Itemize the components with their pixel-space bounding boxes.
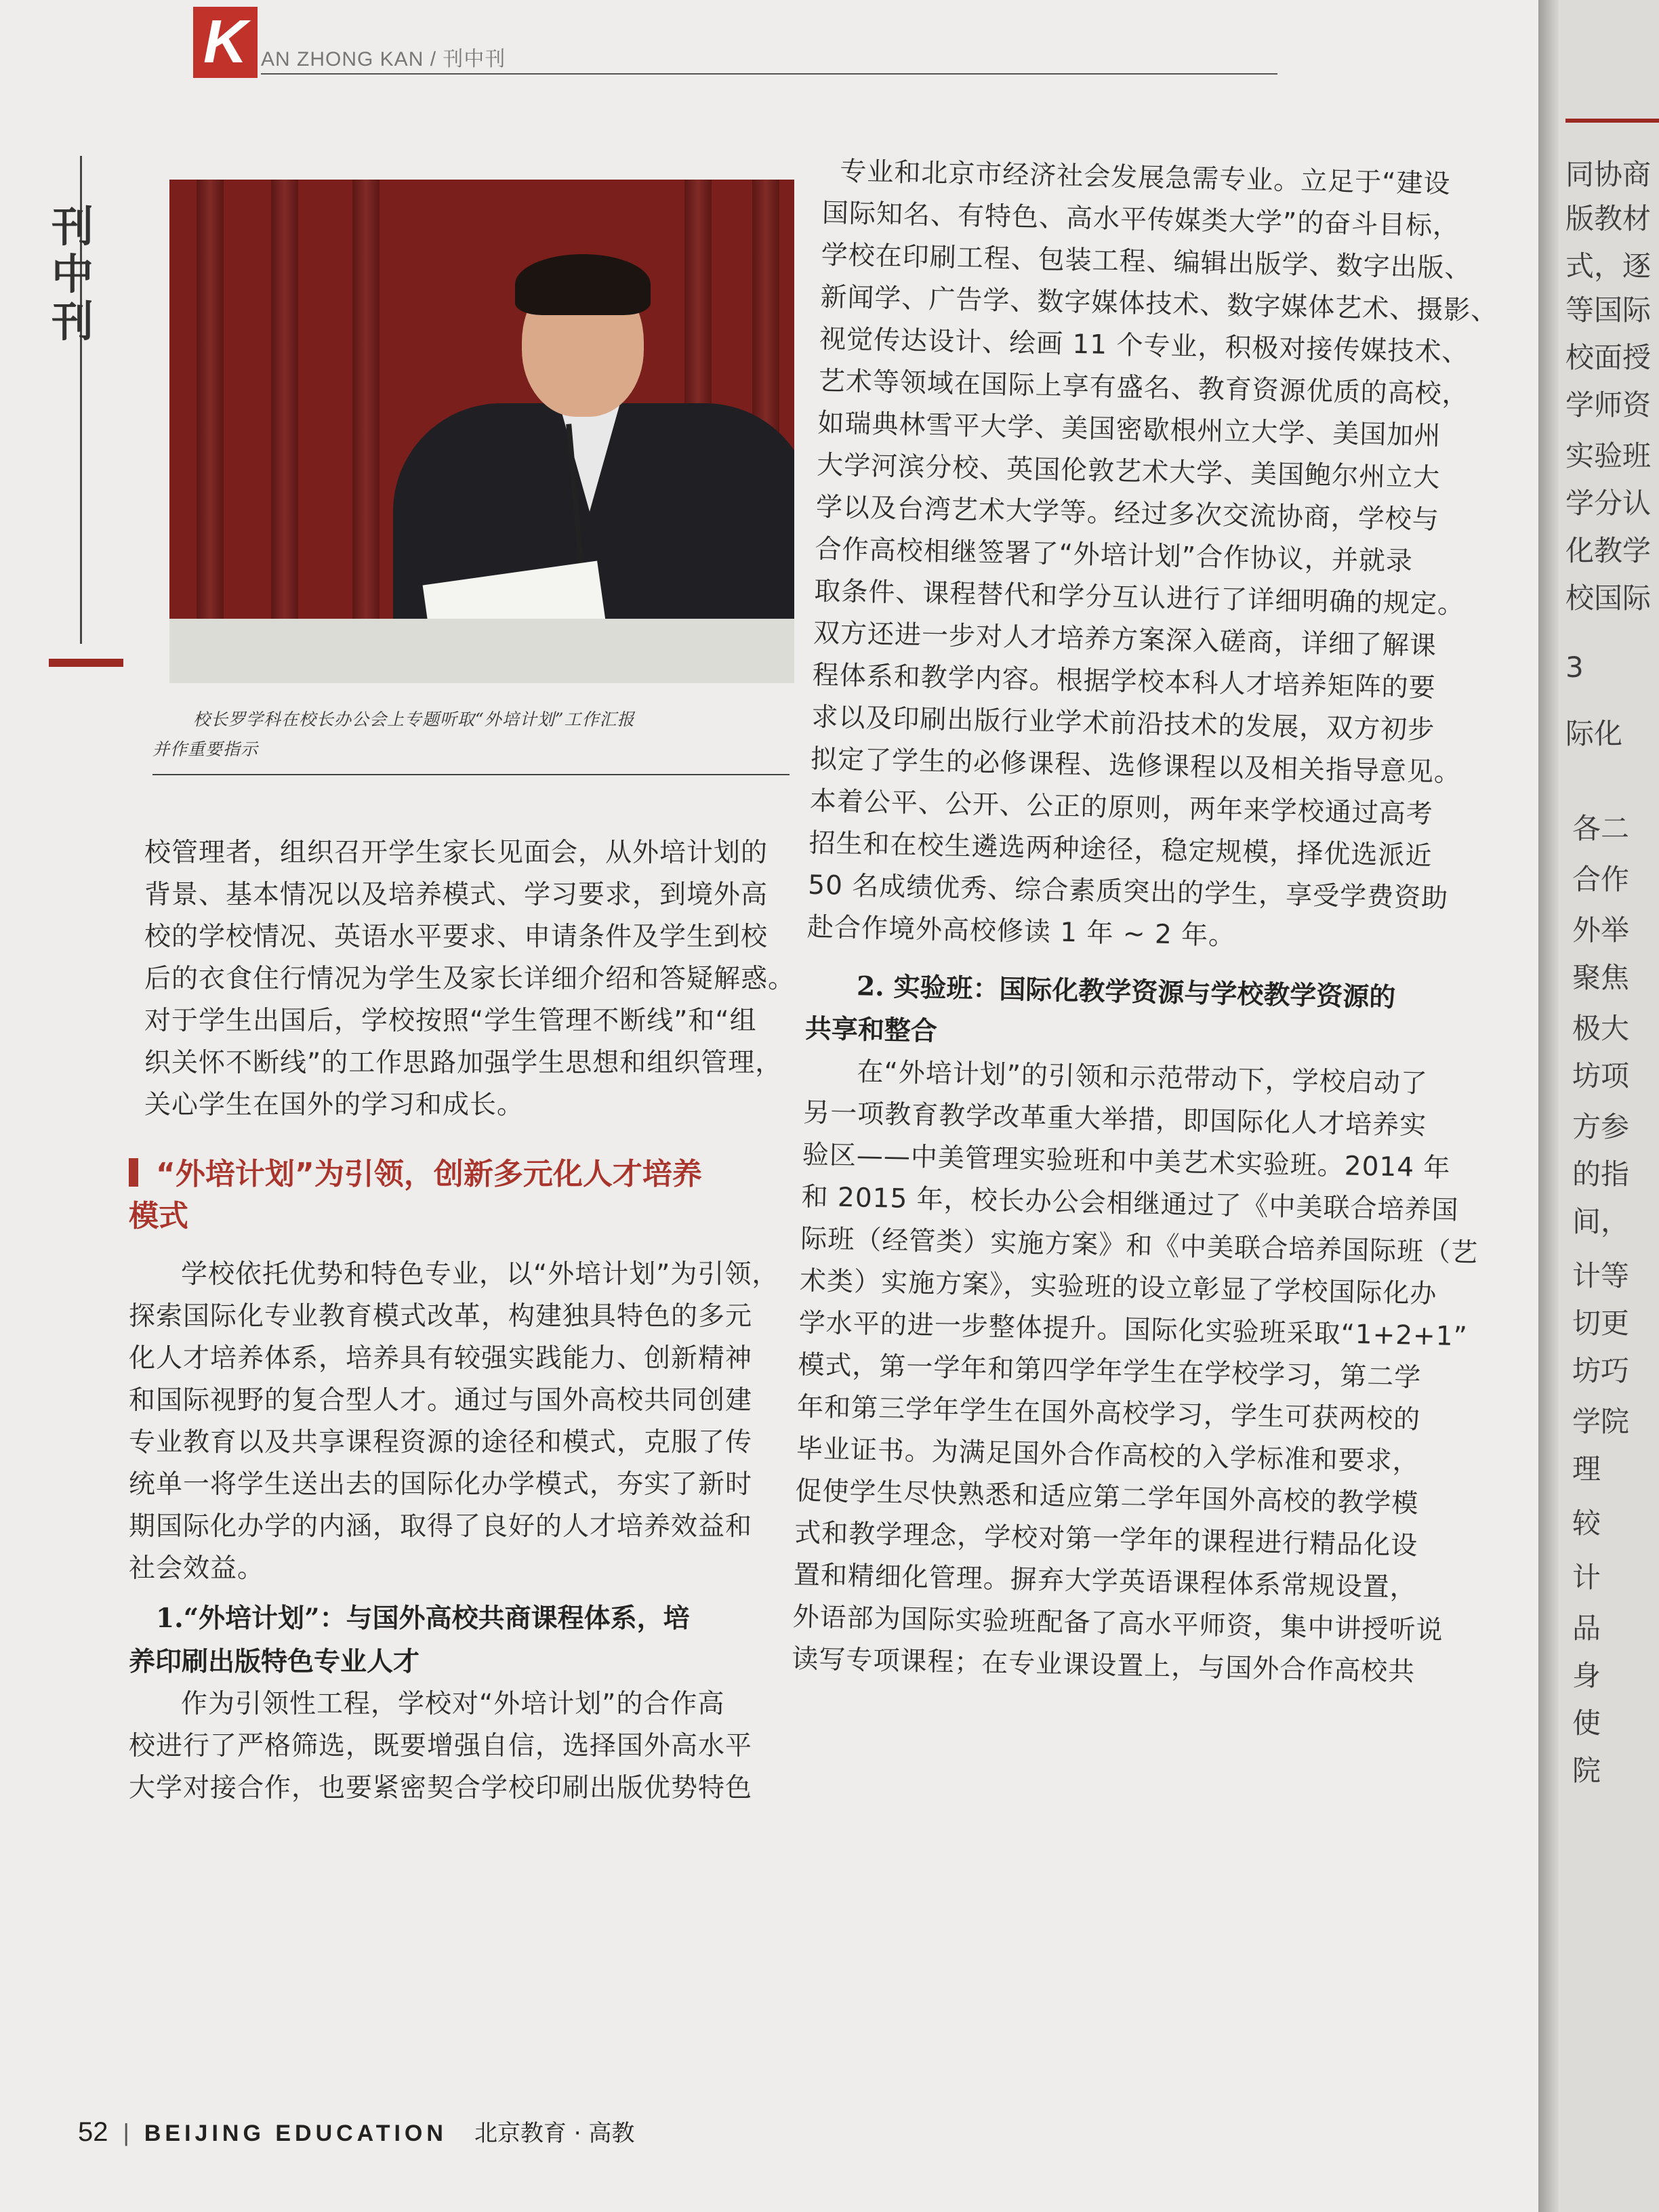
left-column [91,832,803,1809]
body-line: 学以及台湾艺术大学等。经过多次交流协商，学校与 [815,491,1440,536]
section-logo: K [193,7,258,78]
header-rule [261,73,1277,75]
facing-page-fragment: 外举 [1572,914,1630,947]
facing-page-fragment: 聚焦 [1572,961,1630,994]
body-line: 学校依托优势和特色专业，以“外培计划”为引领， [181,1259,779,1290]
facing-page-edge [1538,0,1659,2212]
body-line: 学校在印刷工程、包装工程、编辑出版学、数字出版、 [821,239,1473,285]
body-line: 艺术等领域在国际上享有盛名、教育资源优质的高校， [818,365,1470,411]
body-line: 双方还进一步对人才培养方案深入磋商，详细了解课 [813,617,1437,662]
page-number: 52 [78,2117,108,2147]
sub-heading-line: 1.“外培计划”：与国外高校共商课程体系，培 [156,1603,690,1634]
body-line: 后的衣食住行情况为学生及家长详细介绍和答疑解惑。 [144,964,796,994]
facing-page-fragment: 使 [1572,1706,1601,1740]
body-line: 统单一将学生送出去的国际化办学模式，夯实了新时 [129,1469,753,1500]
page-footer [78,2114,891,2155]
body-line: 国际知名、有特色、高水平传媒类大学”的奋斗目标， [821,197,1460,242]
facing-page-fragment: 切更 [1572,1307,1630,1340]
body-line: 外语部为国际实验班配备了高水平师资，集中讲授听说 [792,1601,1443,1646]
body-line: 社会效益。 [129,1553,265,1584]
facing-page-fragment: 坊项 [1572,1059,1630,1092]
section-name [261,42,506,72]
facing-page-fragment: 实验班 [1565,439,1652,472]
page-header [193,0,1345,81]
facing-page-red-rule [1565,119,1659,123]
facing-page-fragment: 3 [1565,651,1584,684]
caption-rule [152,774,790,775]
body-line: 大学对接合作，也要紧密契合学校印刷出版优势特色 [129,1773,753,1803]
facing-page-fragment: 各二 [1572,812,1630,845]
facing-page-fragment: 学分认 [1565,487,1652,520]
facing-page-fragment: 际化 [1565,717,1623,750]
body-line: 读写专项课程；在专业课设置上，与国外合作高校共 [791,1643,1416,1687]
caption-line: 并作重要指示 [152,739,259,759]
body-line: 作为引领性工程，学校对“外培计划”的合作高 [181,1689,725,1719]
body-line: 专业和北京市经济社会发展急需专业。立足于“建设 [839,156,1451,200]
facing-page-fragment: 较 [1572,1507,1601,1540]
section-name-en: AN ZHONG KAN [261,48,424,70]
side-column-label [49,203,96,346]
magazine-name-cn: 北京教育 · 高教 [474,2120,635,2147]
body-line: 学水平的进一步整体提升。国际化实验班采取“1+2+1” [798,1307,1469,1353]
facing-page-fragment: 校国际 [1565,581,1652,615]
facing-page-fragment: 版教材 [1565,202,1652,235]
body-line: 探索国际化专业教育模式改革，构建独具特色的多元 [129,1301,753,1332]
facing-page-fragment: 合作 [1572,863,1630,896]
body-line: 合作高校相继签署了“外培计划”合作协议，并就录 [815,533,1414,577]
body-line: 新闻学、广告学、数字媒体技术、数字媒体艺术、摄影、 [819,281,1498,327]
body-line: 置和精细化管理。摒弃大学英语课程体系常规设置， [793,1559,1418,1603]
body-line: 校的学校情况、英语水平要求、申请条件及学生到校 [144,922,769,952]
facing-page-fragment: 坊巧 [1572,1354,1630,1387]
page-gutter [1538,0,1559,2212]
body-line: 程体系和教学内容。根据学校本科人才培养矩阵的要 [812,659,1437,704]
facing-page-fragment: 学师资 [1565,388,1652,422]
body-line: 大学河滨分校、英国伦敦艺术大学、美国鲍尔州立大 [816,449,1441,494]
body-line: 和国际视野的复合型人才。通过与国外高校共同创建 [129,1385,753,1416]
facing-page-fragment: 计等 [1572,1259,1630,1292]
facing-page-fragment: 方参 [1572,1110,1630,1143]
body-line: 和 2015 年，校长办公会相继通过了《中美联合培养国 [801,1181,1459,1226]
body-line: 术类）实施方案》，实验班的设立彰显了学校国际化办 [799,1265,1437,1310]
body-line: 年和第三学年学生在国外高校学习，学生可获两校的 [796,1391,1421,1435]
body-line: 50 名成绩优秀、综合素质突出的学生，享受学费资助 [807,869,1449,914]
body-line: 促使学生尽快熟悉和适应第二学年国外高校的教学模 [795,1475,1419,1519]
curtain-fold [271,180,298,683]
curtain-fold [197,180,224,683]
body-line: 在“外培计划”的引领和示范带动下，学校启动了 [857,1057,1429,1099]
facing-page-fragment: 理 [1572,1452,1601,1486]
side-label-char: 刊 [51,297,94,346]
facing-page-fragment: 间， [1572,1205,1630,1238]
body-line: 招生和在校生遴选两种途径，稳定规模，择优选派近 [808,827,1433,872]
body-line: 校管理者，组织召开学生家长见面会，从外培计划的 [144,838,769,868]
section-heading-line: “外培计划”为引领，创新多元化人才培养 [156,1157,702,1191]
body-line: 关心学生在国外的学习和成长。 [144,1090,525,1120]
section-name-cn: / 刊中刊 [430,48,506,70]
facing-page-fragment: 极大 [1572,1012,1630,1045]
side-label-char: 刊 [51,202,94,251]
caption-line: 校长罗学科在校长办公会上专题听取“外培计划”工作汇报 [193,710,635,729]
body-line: 式和教学理念，学校对第一学年的课程进行精品化设 [794,1517,1418,1561]
body-line: 背景、基本情况以及培养模式、学习要求，到境外高 [144,880,769,910]
body-line: 毕业证书。为满足国外合作高校的入学标准和要求， [796,1433,1420,1477]
sub-heading-line: 2. 实验班：国际化教学资源与学校教学资源的 [856,970,1396,1013]
side-label-char: 中 [51,249,94,299]
body-line: 对于学生出国后，学校按照“学生管理不断线”和“组 [144,1006,757,1036]
body-line: 取条件、课程替代和学分互认进行了详细明确的规定。 [813,575,1465,620]
speaker-hair [515,254,651,315]
sub-heading-line: 养印刷出版特色专业人才 [129,1646,420,1677]
body-line: 本着公平、公开、公正的原则，两年来学校通过高考 [809,785,1434,830]
body-line: 校进行了严格筛选，既要增强自信，选择国外高水平 [129,1731,753,1761]
facing-page-fragment: 院 [1572,1754,1601,1787]
body-line: 拟定了学生的必修课程、选修课程以及相关指导意见。 [810,743,1462,788]
section-heading-line: 模式 [129,1199,188,1233]
body-line: 验区——中美管理实验班和中美艺术实验班。2014 年 [802,1139,1451,1184]
body-line: 模式，第一学年和第四学年学生在学校学习，第二学 [797,1349,1422,1393]
facing-page-fragment: 校面授 [1565,341,1652,374]
facing-page-fragment: 计 [1572,1561,1601,1594]
section-heading [91,1153,803,1195]
body-line: 织关怀不断线”的工作思路加强学生思想和组织管理， [144,1048,783,1078]
facing-page-fragment: 同协商 [1565,158,1652,191]
article-photo [169,180,794,683]
body-line: 视觉传达设计、绘画 11 个专业，积极对接传媒技术、 [819,323,1469,369]
body-line: 化人才培养体系，培养具有较强实践能力、创新精神 [129,1343,753,1374]
body-line: 专业教育以及共享课程资源的途径和模式，克服了传 [129,1427,753,1458]
body-line: 如瑞典林雪平大学、美国密歇根州立大学、美国加州 [817,407,1441,452]
sub-heading-line: 共享和整合 [804,1012,938,1047]
body-line: 另一项教育教学改革重大举措，即国际化人才培养实 [802,1097,1427,1141]
facing-page-fragment: 式，逐 [1565,249,1652,283]
heading-bar [129,1158,138,1187]
magazine-name-en: BEIJING EDUCATION [144,2121,447,2146]
footer-separator: | [123,2118,129,2146]
facing-page-fragment: 等国际 [1565,293,1652,327]
side-red-marker [49,659,123,667]
desk [169,619,794,683]
facing-page-fragment: 的指 [1572,1158,1630,1191]
body-line: 赴合作境外高校修读 1 年 ~ 2 年。 [806,912,1236,951]
facing-page-fragment: 化教学 [1565,534,1652,567]
facing-page-fragment: 身 [1572,1659,1601,1692]
body-line: 期国际化办学的内涵，取得了良好的人才培养效益和 [129,1511,753,1542]
curtain-fold [352,180,380,683]
facing-page-fragment: 学院 [1572,1405,1630,1438]
body-line: 求以及印刷出版行业学术前沿技术的发展，双方初步 [811,701,1435,746]
right-column [792,150,1528,1695]
facing-page-fragment: 品 [1572,1612,1601,1645]
photo-caption [152,705,803,764]
body-line: 际班（经管类）实施方案》和《中美联合培养国际班（艺 [800,1223,1479,1269]
